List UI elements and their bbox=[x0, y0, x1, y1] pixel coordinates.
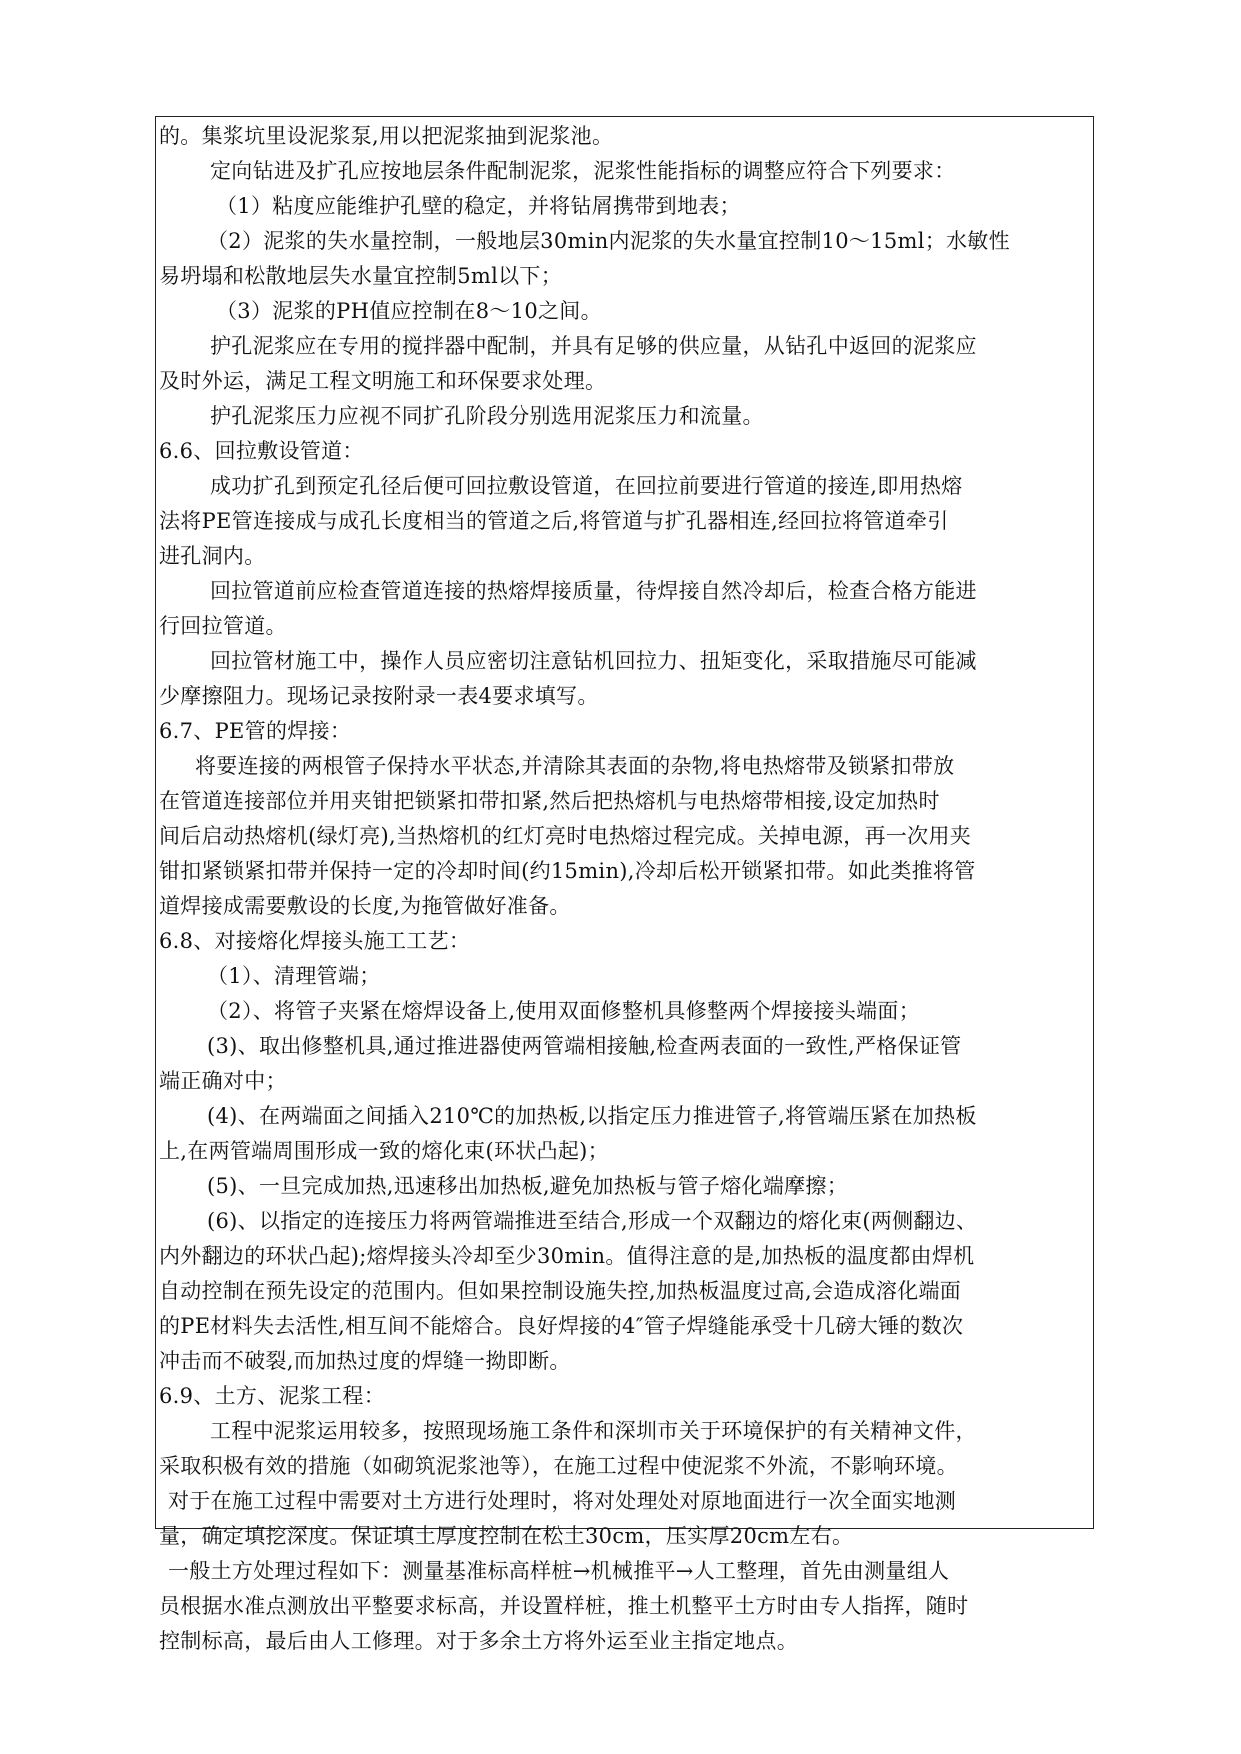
text-line: (5)、一旦完成加热,迅速移出加热板,避免加热板与管子熔化端摩擦； bbox=[207, 1174, 848, 1198]
text-line: 间后启动热熔机(绿灯亮),当热熔机的红灯亮时电热熔过程完成。关掉电源，再一次用夹 bbox=[159, 824, 972, 848]
text-line: 进孔洞内。 bbox=[159, 544, 266, 568]
text-line: （3）泥浆的PH值应控制在8～10之间。 bbox=[216, 299, 602, 323]
text-line: 自动控制在预先设定的范围内。但如果控制设施失控,加热板温度过高,会造成溶化端面 bbox=[159, 1279, 962, 1303]
text-line: 将要连接的两根管子保持水平状态,并清除其表面的杂物,将电热熔带及锁紧扣带放 bbox=[195, 754, 955, 778]
text-line: 道焊接成需要敷设的长度,为拖管做好准备。 bbox=[159, 894, 571, 918]
text-line: (4)、在两端面之间插入210℃的加热板,以指定压力推进管子,将管端压紧在加热板 bbox=[207, 1104, 977, 1128]
text-line: 上,在两管端周围形成一致的熔化束(环状凸起)； bbox=[159, 1139, 609, 1163]
text-line: 护孔泥浆应在专用的搅拌器中配制，并具有足够的供应量，从钻孔中返回的泥浆应 bbox=[210, 334, 977, 358]
text-line: 的。集浆坑里设泥浆泵,用以把泥浆抽到泥浆池。 bbox=[159, 124, 614, 148]
text-line: 6.6、回拉敷设管道： bbox=[159, 439, 364, 463]
text-line: 6.9、土方、泥浆工程： bbox=[159, 1384, 385, 1408]
text-line: 采取积极有效的措施（如砌筑泥浆池等），在施工过程中使泥浆不外流，不影响环境。 bbox=[159, 1454, 958, 1478]
text-line: 成功扩孔到预定孔径后便可回拉敷设管道，在回拉前要进行管道的接连,即用热熔 bbox=[210, 474, 963, 498]
document-table-cell bbox=[155, 116, 1094, 1653]
text-line: 员根据水准点测放出平整要求标高，并设置样桩，推土机整平土方时由专人指挥，随时 bbox=[159, 1594, 969, 1618]
text-line: 及时外运，满足工程文明施工和环保要求处理。 bbox=[159, 369, 607, 393]
text-line: 内外翻边的环状凸起);熔焊接头冷却至少30min。值得注意的是,加热板的温度都由焊机 bbox=[159, 1244, 975, 1268]
text-line: (6)、以指定的连接压力将两管端推进至结合,形成一个双翻边的熔化束(两侧翻边、 bbox=[207, 1209, 978, 1233]
text-line: (3)、取出修整机具,通过推进器使两管端相接触,检查两表面的一致性,严格保证管 bbox=[207, 1034, 962, 1058]
text-line: 冲击而不破裂,而加热过度的焊缝一拗即断。 bbox=[159, 1349, 571, 1373]
text-line: 法将PE管连接成与成孔长度相当的管道之后,将管道与扩孔器相连,经回拉将管道牵引 bbox=[159, 509, 949, 533]
text-line: 6.8、对接熔化焊接头施工工艺： bbox=[159, 929, 471, 953]
text-line: 回拉管材施工中，操作人员应密切注意钻机回拉力、扭矩变化，采取措施尽可能减 bbox=[210, 649, 977, 673]
text-line: 控制标高，最后由人工修理。对于多余土方将外运至业主指定地点。 bbox=[159, 1629, 798, 1653]
text-line: 少摩擦阻力。现场记录按附录一表4要求填写。 bbox=[159, 684, 599, 708]
text-line: 行回拉管道。 bbox=[159, 614, 287, 638]
text-line: 端正确对中； bbox=[159, 1069, 287, 1093]
text-line: （2）、将管子夹紧在熔焊设备上,使用双面修整机具修整两个焊接接头端面； bbox=[207, 999, 921, 1023]
text-line: 定向钻进及扩孔应按地层条件配制泥浆，泥浆性能指标的调整应符合下列要求： bbox=[210, 159, 956, 183]
text-line: 回拉管道前应检查管道连接的热熔焊接质量，待焊接自然冷却后，检查合格方能进 bbox=[210, 579, 977, 603]
text-line: 工程中泥浆运用较多，按照现场施工条件和深圳市关于环境保护的有关精神文件， bbox=[210, 1419, 977, 1443]
text-line: （1）粘度应能维护孔壁的稳定，并将钻屑携带到地表； bbox=[216, 194, 741, 218]
text-line: 6.7、PE管的焊接： bbox=[159, 719, 352, 743]
text-line: 易坍塌和松散地层失水量宜控制5ml以下； bbox=[159, 264, 562, 288]
text-line: （2）泥浆的失水量控制，一般地层30min内泥浆的失水量宜控制10～15ml；水敏性 bbox=[207, 229, 1010, 253]
text-line: 在管道连接部位并用夹钳把锁紧扣带扣紧,然后把热熔机与电热熔带相接,设定加热时 bbox=[159, 789, 940, 813]
text-line: 钳扣紧锁紧扣带并保持一定的冷却时间(约15min),冷却后松开锁紧扣带。如此类推将管 bbox=[159, 859, 976, 883]
text-line: 的PE材料失去活性,相互间不能熔合。良好焊接的4″管子焊缝能承受十几磅大锤的数次 bbox=[159, 1314, 964, 1338]
document-body bbox=[159, 119, 1089, 1659]
text-line: （1）、清理管端； bbox=[207, 964, 381, 988]
text-line: 一般土方处理过程如下：测量基准标高样桩→机械推平→人工整理，首先由测量组人 bbox=[168, 1559, 950, 1583]
text-line: 护孔泥浆压力应视不同扩孔阶段分别选用泥浆压力和流量。 bbox=[210, 404, 764, 428]
text-line: 对于在施工过程中需要对土方进行处理时，将对处理处对原地面进行一次全面实地测 bbox=[168, 1489, 957, 1513]
text-line: 量，确定填挖深度。保证填土厚度控制在松土30cm，压实厚20cm左右。 bbox=[159, 1524, 854, 1548]
